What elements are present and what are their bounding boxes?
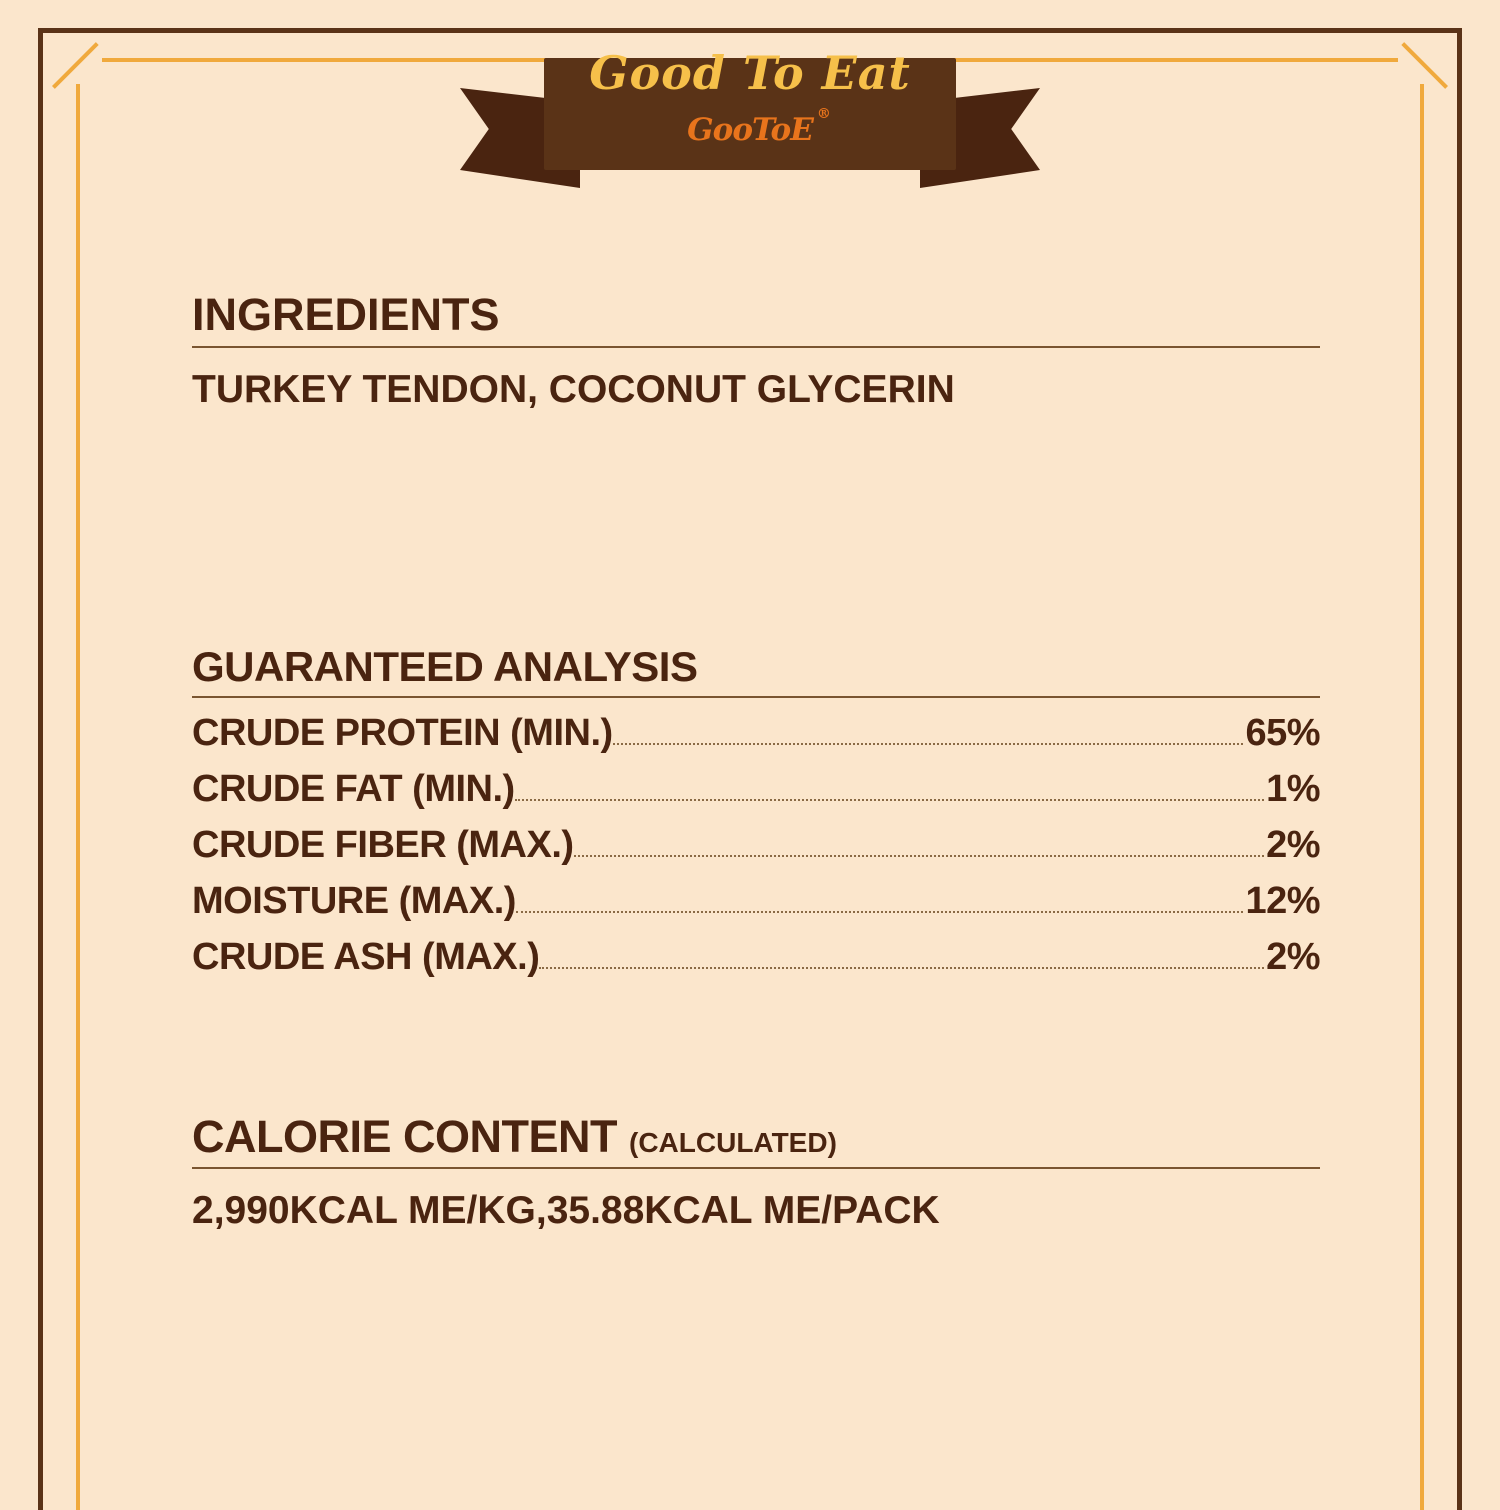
registered-trademark-icon: ® [816, 106, 830, 122]
analysis-value: 1% [1266, 767, 1320, 810]
brand-title: Good To Eat [589, 46, 911, 100]
analysis-value: 65% [1245, 711, 1320, 754]
analysis-row [192, 768, 1320, 811]
analysis-value: 2% [1266, 823, 1320, 866]
ingredients-text: TURKEY TENDON, COCONUT GLYCERIN [192, 367, 955, 411]
analysis-value: 12% [1245, 879, 1320, 922]
brand-ribbon [460, 40, 1040, 210]
calorie-content-text: 2,990KCAL ME/KG,35.88KCAL ME/PACK [192, 1189, 940, 1233]
ingredients-section [192, 290, 1320, 412]
label-content [192, 290, 1320, 1233]
leader-dots [539, 967, 1264, 969]
guaranteed-analysis-section [192, 644, 1320, 979]
spacer-two [192, 992, 1320, 1112]
analysis-row [192, 712, 1320, 755]
analysis-row [192, 936, 1320, 979]
calorie-content-section [192, 1112, 1320, 1234]
brand-wordmark [687, 106, 830, 148]
analysis-label: CRUDE FIBER (MAX.) [192, 823, 574, 866]
leader-dots [574, 855, 1265, 857]
guaranteed-analysis-list [192, 712, 1320, 979]
calorie-content-heading-main: CALORIE CONTENT [192, 1110, 617, 1162]
ingredients-heading: INGREDIENTS [192, 290, 1320, 348]
analysis-row [192, 824, 1320, 867]
analysis-label: MOISTURE (MAX.) [192, 879, 516, 922]
brand-wordmark-text: GooToE [687, 112, 813, 148]
calorie-content-heading [192, 1112, 1320, 1170]
spacer-one [192, 412, 1320, 644]
leader-dots [516, 911, 1244, 913]
leader-dots [613, 743, 1244, 745]
calorie-content-heading-sub: (CALCULATED) [629, 1126, 837, 1158]
brand-logo [460, 106, 1040, 148]
analysis-label: CRUDE FAT (MIN.) [192, 767, 515, 810]
guaranteed-analysis-heading: GUARANTEED ANALYSIS [192, 644, 1320, 698]
analysis-label: CRUDE ASH (MAX.) [192, 935, 540, 978]
analysis-value: 2% [1266, 935, 1320, 978]
leader-dots [515, 799, 1264, 801]
analysis-label: CRUDE PROTEIN (MIN.) [192, 711, 613, 754]
analysis-row [192, 880, 1320, 923]
